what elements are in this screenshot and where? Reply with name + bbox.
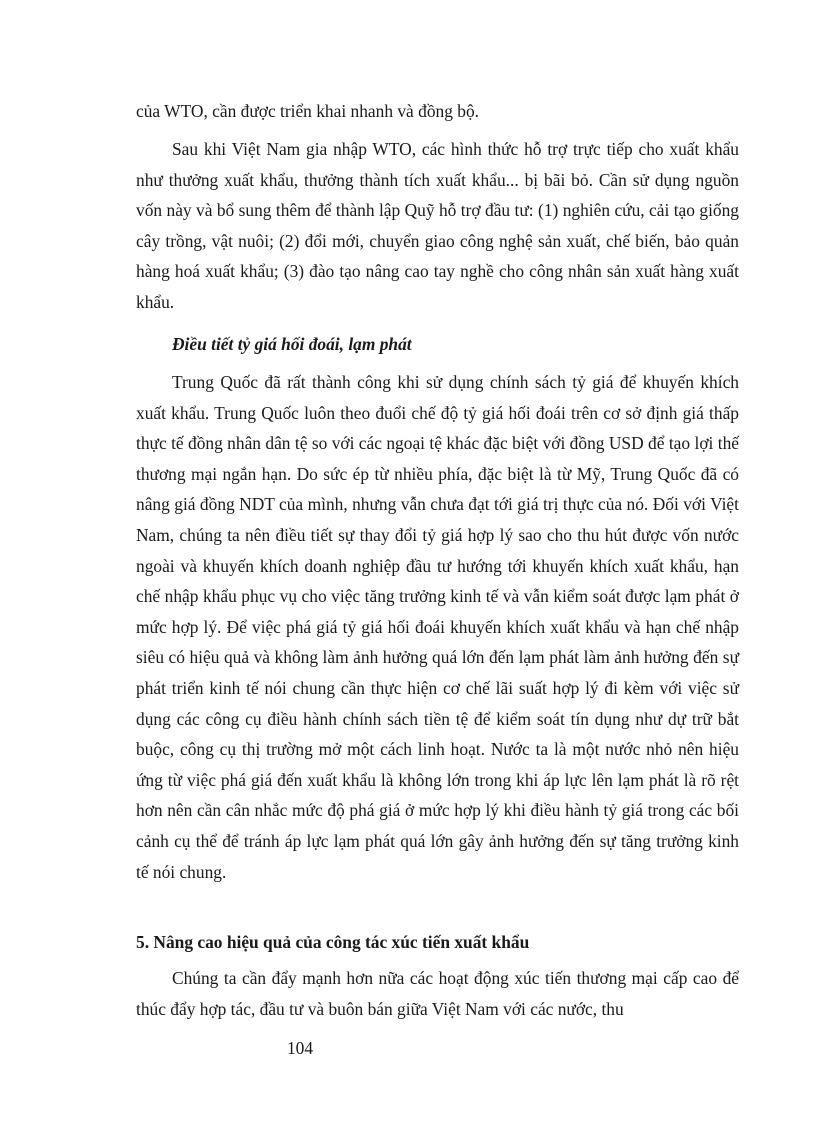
page-number: 104 — [286, 1038, 314, 1058]
paragraph-trade-promotion: Chúng ta cần đẩy mạnh hơn nữa các hoạt động xúc tiến thương mại cấp cao để thúc đẩy hợp tác, đầu tư và buôn bán giữa Việt Nam với các nước, thu — [136, 968, 739, 1019]
section-heading-export-promotion: 5. Nâng cao hiệu quả của công tác xúc tiến xuất khẩu — [136, 932, 530, 952]
paragraph-export-support: Sau khi Việt Nam gia nhập WTO, các hình thức hỗ trợ trực tiếp cho xuất khẩu như thưởng xuất khẩu, thưởng thành tích xuất khẩu... bị bãi bỏ. Cần sử dụng nguồn vốn này và bổ sung thêm để thành lập Quỹ hỗ trợ đầu tư: (1) nghiên cứu, cải tạo giống cây trồng, vật nuôi; (2) đổi mới, chuyển giao công nghệ sản xuất, chế biến, bảo quản hàng hoá xuất khẩu; (3) đào tạo nâng cao tay nghề cho công nhân sản xuất hàng xuất khẩu. — [136, 139, 739, 312]
paragraph-exchange-rate: Trung Quốc đã rất thành công khi sử dụng chính sách tỷ giá để khuyến khích xuất khẩu. Trung Quốc luôn theo đuổi chế độ tỷ giá hối đoái trên cơ sở định giá thấp thực tế đồng nhân dân tệ so với các ngoại tệ khác đặc biệt với đồng USD để tạo lợi thế thương mại ngắn hạn. Do sức ép từ nhiều phía, đặc biệt là từ Mỹ, Trung Quốc đã có nâng giá đồng NDT của mình, nhưng vẫn chưa đạt tới giá trị thực của nó. Đối với Việt Nam, chúng ta nên điều tiết sự thay đổi tỷ giá hợp lý sao cho thu hút được vốn nước ngoài và khuyến khích doanh nghiệp đầu tư hướng tới khuyến khích xuất khẩu, hạn chế nhập khẩu phục vụ cho việc tăng trưởng kinh tế và vẫn kiểm soát được lạm phát ở mức hợp lý. Để việc phá giá tỷ giá hối đoái khuyến khích xuất khẩu và hạn chế nhập siêu có hiệu quả và không làm ảnh hưởng quá lớn đến lạm phát làm ảnh hưởng đến sự phát triển kinh tế nói chung cần thực hiện cơ chế lãi suất hợp lý đi kèm với việc sử dụng các công cụ điều hành chính sách tiền tệ để kiểm soát tín dụng như dự trữ bắt buộc, công cụ thị trường mở một cách linh hoạt. Nước ta là một nước nhỏ nên hiệu ứng từ việc phá giá đến xuất khẩu là không lớn trong khi áp lực lên lạm phát là rõ rệt hơn nên cần cân nhắc mức độ phá giá ở mức hợp lý khi điều hành tỷ giá trong các bối cảnh cụ thể để tránh áp lực lạm phát quá lớn gây ảnh hưởng đến sự tăng trưởng kinh tế nói chung. — [136, 372, 739, 882]
continuation-text: của WTO, cần được triển khai nhanh và đồng bộ. — [136, 101, 479, 121]
subheading-exchange-rate: Điều tiết tỷ giá hối đoái, lạm phát — [172, 334, 412, 354]
